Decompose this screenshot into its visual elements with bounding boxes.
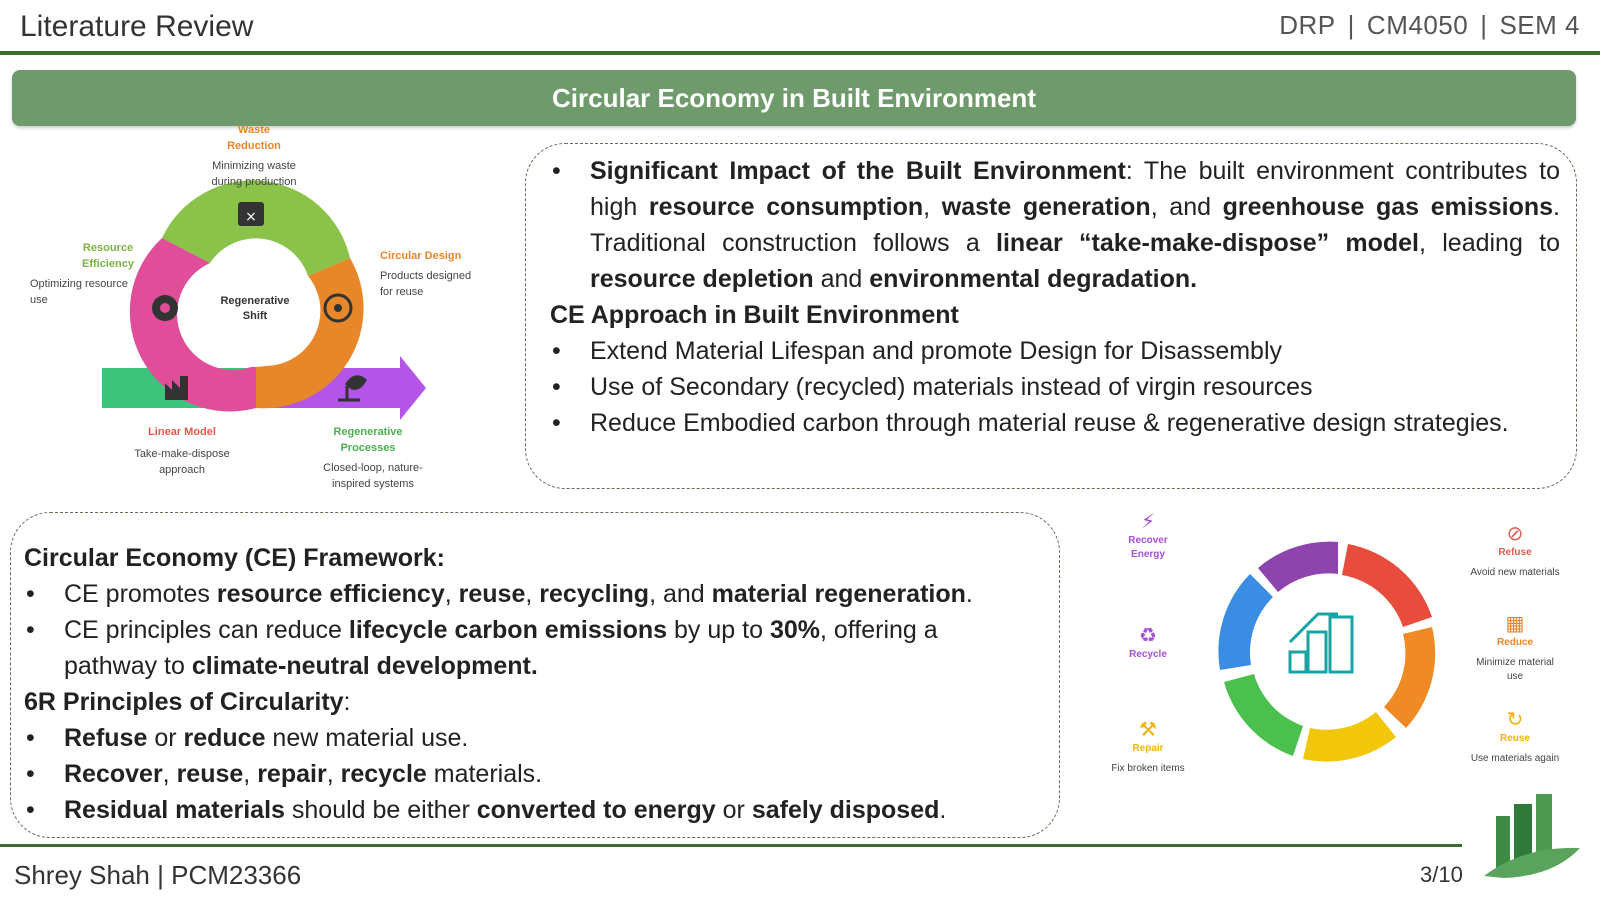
separator: | xyxy=(157,860,164,890)
regenerative-processes-desc: Closed-loop, nature- inspired systems xyxy=(323,462,423,490)
author-name: Shrey Shah xyxy=(14,860,150,890)
cycle-arrow-blue xyxy=(1218,574,1273,670)
six-r-cycle-diagram xyxy=(1200,530,1460,780)
waste-reduction-title: Waste Reduction xyxy=(227,124,281,152)
refuse-label: ⊘ Refuse Avoid new materials xyxy=(1460,522,1570,580)
cycle-arrow-orange xyxy=(1384,627,1435,728)
cycle-arrow-purple xyxy=(1258,542,1338,592)
waste-reduction-desc: Minimizing waste during production xyxy=(211,160,297,188)
footer-divider xyxy=(0,844,1462,847)
6r-heading: 6R Principles of Circularity: xyxy=(24,688,351,716)
built-environment-text: • Significant Impact of the Built Environment: The built environment contributes to high resource consumption, waste generation, and greenhouse gas emissions. Traditional construction follows a linear “take-make-dispose” model, leading to resource depletion and environmental degradation. CE Approach in Built Environment • Extend Material Lifespan and promote Design for Disassembly • Use of Secondary (recycled) materials instead of virgin resources • Reduce Embodied carbon through material reuse & regenerative design strategies. xyxy=(550,153,1560,441)
reuse-label: ↻ Reuse Use materials again xyxy=(1460,708,1570,766)
reuse-icon: ↻ xyxy=(1506,709,1524,731)
circular-design-desc: Products designed for reuse xyxy=(380,270,472,298)
regenerative-processes-title: Regenerative Processes xyxy=(333,426,403,454)
separator: | xyxy=(1480,10,1488,40)
city-icon xyxy=(1290,614,1352,672)
linear-model-title: Linear Model xyxy=(148,426,216,438)
author-info xyxy=(14,860,301,891)
repair-label: ⚒ Repair Fix broken items xyxy=(1093,718,1203,776)
list-item: CE promotes resource efficiency, reuse, recycling, and material regeneration. xyxy=(64,580,973,608)
list-item: CE principles can reduce lifecycle carbon emissions by up to 30%, offering a pathway to climate-neutral development. xyxy=(64,616,938,680)
semester: SEM 4 xyxy=(1499,10,1580,40)
slide-title: Literature Review xyxy=(20,10,254,43)
center-label: Shift xyxy=(242,310,268,322)
cycle-arrow-red xyxy=(1342,544,1432,627)
student-id: PCM23366 xyxy=(171,860,302,890)
refuse-icon: ⊘ xyxy=(1506,523,1524,545)
page-number: 3/10 xyxy=(1420,862,1463,887)
reduce-label: ▦ Reduce Minimize material use xyxy=(1460,612,1570,684)
list-item: Refuse or reduce new material use. xyxy=(64,724,469,752)
center-label: Regenerative xyxy=(220,295,290,307)
ce-approach-heading: CE Approach in Built Environment xyxy=(550,301,959,329)
repair-icon: ⚒ xyxy=(1139,719,1157,741)
recover-energy-label: ⚡ Recover Energy xyxy=(1093,510,1203,562)
section-banner: Circular Economy in Built Environment xyxy=(12,70,1576,126)
svg-text:×: × xyxy=(245,209,257,225)
linear-model-desc: Take-make-dispose approach xyxy=(134,448,230,476)
list-item: Extend Material Lifespan and promote Design for Disassembly xyxy=(590,337,1283,365)
cycle-arrow-yellow xyxy=(1303,712,1396,762)
reduce-icon: ▦ xyxy=(1505,613,1525,635)
recycle-icon: ♻ xyxy=(1139,625,1157,647)
ce-framework-heading: Circular Economy (CE) Framework: xyxy=(24,544,445,572)
list-item: Residual materials should be either converted to energy or safely disposed. xyxy=(64,796,947,824)
ce-framework-text: Circular Economy (CE) Framework: • CE promotes resource efficiency, reuse, recycling, and material regeneration. • CE principles can reduce lifecycle carbon emissions by up to 30%, offering a pathway to climate-neutral development. 6R Principles of Circularity: • Refuse or reduce new material use. • Recover, reuse, repair, recycle materials. • Residual materials should be either converted to energy or safely disposed. xyxy=(24,540,1034,828)
recycle-label: ♻ Recycle xyxy=(1093,624,1203,662)
resource-efficiency-title: Resource Efficiency xyxy=(82,242,134,270)
green-building-logo-icon xyxy=(1484,786,1584,886)
list-item: Recover, reuse, repair, recycle materials. xyxy=(64,760,543,788)
course-info xyxy=(1273,10,1586,41)
list-item: Reduce Embodied carbon through material reuse & regenerative design strategies. xyxy=(590,409,1509,437)
circular-design-title: Circular Design xyxy=(380,250,462,262)
cycle-arrow-green xyxy=(1224,674,1303,756)
top-divider xyxy=(0,51,1600,55)
course-code-drp: DRP xyxy=(1279,10,1336,40)
course-code-cm: CM4050 xyxy=(1366,10,1469,40)
separator: | xyxy=(1347,10,1355,40)
resource-efficiency-desc: Optimizing resource use xyxy=(30,278,128,306)
list-item: Use of Secondary (recycled) materials instead of virgin resources xyxy=(590,373,1313,401)
recover-energy-icon: ⚡ xyxy=(1140,511,1156,533)
